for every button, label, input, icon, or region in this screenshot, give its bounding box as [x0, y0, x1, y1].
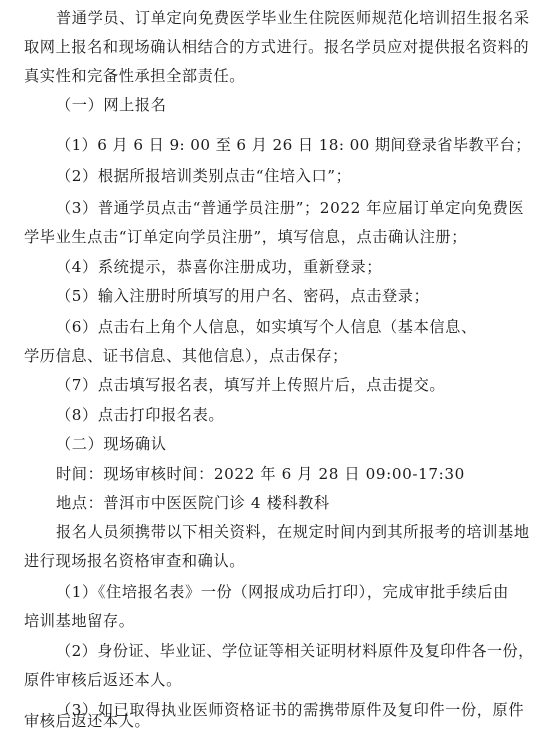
step-3-line-2: 学毕业生点击“订单定向学员注册”，填写信息，点击确认注册；	[24, 228, 467, 246]
onsite-item-2-line-2: 原件审核后返还本人。	[24, 671, 182, 689]
step-6-line-2: 学历信息、证书信息、其他信息），点击保存；	[24, 347, 348, 365]
step-1: （1）6 月 6 日 9: 00 至 6 月 26 日 18: 00 期间登录省毕教平台；	[56, 136, 531, 154]
intro-line-2: 取网上报名和现场确认相结合的方式进行。报名学员应对提供报名资料的	[24, 38, 530, 56]
onsite-item-3-line-2: 审核后返还本人。	[24, 712, 151, 730]
onsite-time: 时间：现场审核时间：2022 年 6 月 28 日 09:00-17:30	[56, 465, 465, 483]
section-onsite-heading: （二）现场确认	[56, 435, 167, 453]
onsite-item-1-line-1: （1）《住培报名表》一份（网报成功后打印），完成审批手续后由	[56, 583, 509, 601]
step-8: （8）点击打印报名表。	[56, 406, 225, 424]
step-5: （5）输入注册时所填写的用户名、密码，点击登录；	[56, 287, 430, 305]
onsite-place: 地点：普洱市中医医院门诊 4 楼科教科	[56, 494, 330, 512]
step-6-line-1: （6）点击右上角个人信息，如实填写个人信息（基本信息、	[56, 318, 477, 336]
onsite-note-line-2: 进行现场报名资格审查和确认。	[24, 552, 246, 570]
intro-line-3: 真实性和完备性承担全部责任。	[24, 67, 246, 85]
onsite-item-2-line-1: （2）身份证、毕业证、学位证等相关证明材料原件及复印件各一份，	[56, 642, 534, 660]
intro-line-1: 普通学员、订单定向免费医学毕业生住院医师规范化培训招生报名采	[56, 9, 530, 27]
step-3-line-1: （3）普通学员点击“普通学员注册”；2022 年应届订单定向免费医	[56, 199, 525, 217]
step-4: （4）系统提示，恭喜你注册成功，重新登录；	[56, 258, 383, 276]
step-2: （2）根据所报培训类别点击“住培入口”；	[56, 167, 352, 185]
section-online-heading: （一）网上报名	[56, 96, 167, 114]
onsite-item-1-line-2: 培训基地留存。	[24, 612, 135, 630]
onsite-item-3-line-1: （3）如已取得执业医师资格证书的需携带原件及复印件一份，原件	[56, 701, 525, 719]
step-7: （7）点击填写报名表，填写并上传照片后，点击提交。	[56, 376, 446, 394]
onsite-note-line-1: 报名人员须携带以下相关资料，在规定时间内到其所报考的培训基地	[56, 523, 530, 541]
